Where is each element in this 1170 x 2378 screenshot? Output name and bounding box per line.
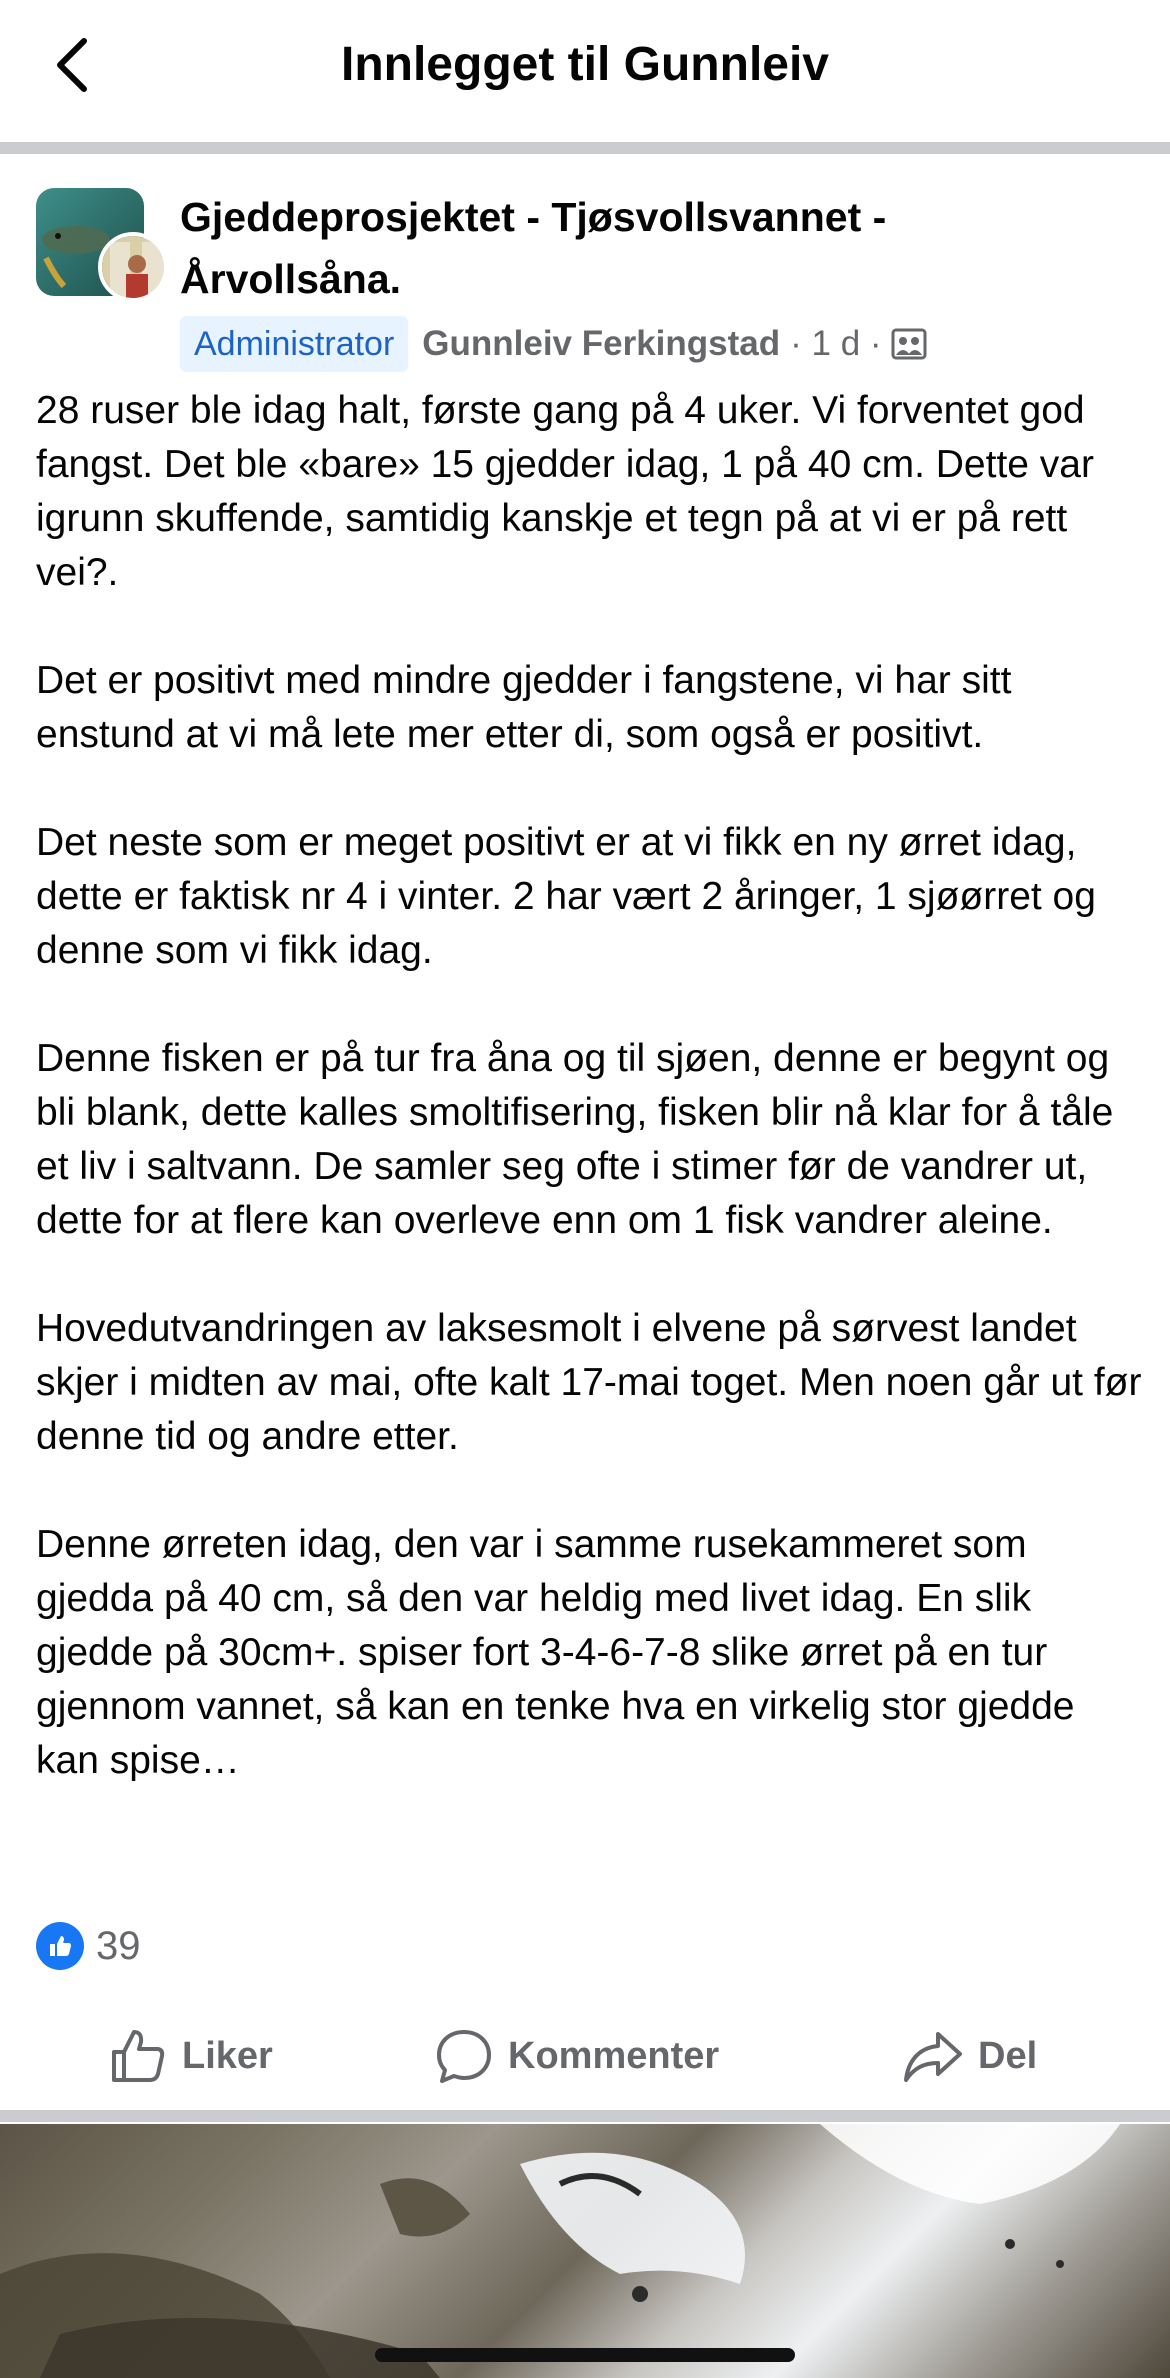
post-text xyxy=(36,384,1146,1788)
post-time[interactable]: · 1 d · xyxy=(790,324,882,363)
group-name[interactable]: Gjeddeprosjektet - Tjøsvollsvannet - Årvollsåna. xyxy=(180,194,887,302)
admin-badge: Administrator xyxy=(180,316,408,372)
share-label: Del xyxy=(978,2034,1038,2077)
post-paragraph: Det er positivt med mindre gjedder i fangstene, vi har sitt enstund at vi må lete mer etter di, som også er positivt. xyxy=(36,659,1012,756)
post-paragraph: Hovedutvandringen av laksesmolt i elvene på sørvest landet skjer i midten av mai, ofte kalt 17-mai toget. Men noen går ut før denne tid og andre etter. xyxy=(36,1307,1142,1458)
reaction-count: 39 xyxy=(96,1923,141,1968)
post-header xyxy=(36,186,1136,386)
post-meta xyxy=(180,316,928,372)
author-name[interactable]: Gunnleiv Ferkingstad xyxy=(422,324,781,363)
post-paragraph: Denne ørreten idag, den var i samme rusekammeret som gjedda på 40 cm, så den var heldig med livet idag. En slik gjedde på 30cm+. spiser fort 3-4-6-7-8 slike ørret på en tur gjennom vannet, så kan en tenke hva en virkelig stor gjedde kan spise… xyxy=(36,1523,1075,1782)
post-paragraph: Denne fisken er på tur fra åna og til sjøen, denne er begynt og bli blank, dette kalles smoltifisering, fisken blir nå klar for å tåle et liv i saltvann. De samler seg ofte i stimer før de vandrer ut, dette for at flere kan overleve enn om 1 fisk vandrer aleine. xyxy=(36,1037,1114,1242)
author-avatar[interactable] xyxy=(98,232,168,302)
like-label: Liker xyxy=(182,2034,273,2077)
comment-label: Kommenter xyxy=(508,2034,720,2077)
section-divider xyxy=(0,2110,1170,2122)
post-photo[interactable] xyxy=(0,2124,1170,2378)
page-title: Innlegget til Gunnleiv xyxy=(340,38,829,91)
header-divider xyxy=(0,142,1170,154)
comment-icon xyxy=(434,2026,494,2086)
group-icon xyxy=(890,325,928,363)
like-reaction-icon xyxy=(36,1922,84,1970)
home-indicator xyxy=(375,2348,795,2362)
like-button[interactable] xyxy=(108,2010,273,2102)
comment-button[interactable] xyxy=(434,2010,719,2102)
top-bar xyxy=(0,0,1170,140)
thumbs-up-icon xyxy=(108,2026,168,2086)
share-button[interactable] xyxy=(902,2010,1037,2102)
post-paragraph: Det neste som er meget positivt er at vi fikk en ny ørret idag, dette er faktisk nr 4 i vinter. 2 har vært 2 åringer, 1 sjøørret og denne som vi fikk idag. xyxy=(36,821,1096,972)
post-paragraph: 28 ruser ble idag halt, første gang på 4 uker. Vi forventet god fangst. Det ble «bare» 15 gjedder idag, 1 på 40 cm. Dette var igrunn skuffende, samtidig kanskje et tegn på at vi er på rett vei?. xyxy=(36,389,1094,594)
share-icon xyxy=(902,2026,964,2086)
reactions-summary[interactable] xyxy=(36,1918,141,1974)
action-bar xyxy=(0,2010,1170,2102)
